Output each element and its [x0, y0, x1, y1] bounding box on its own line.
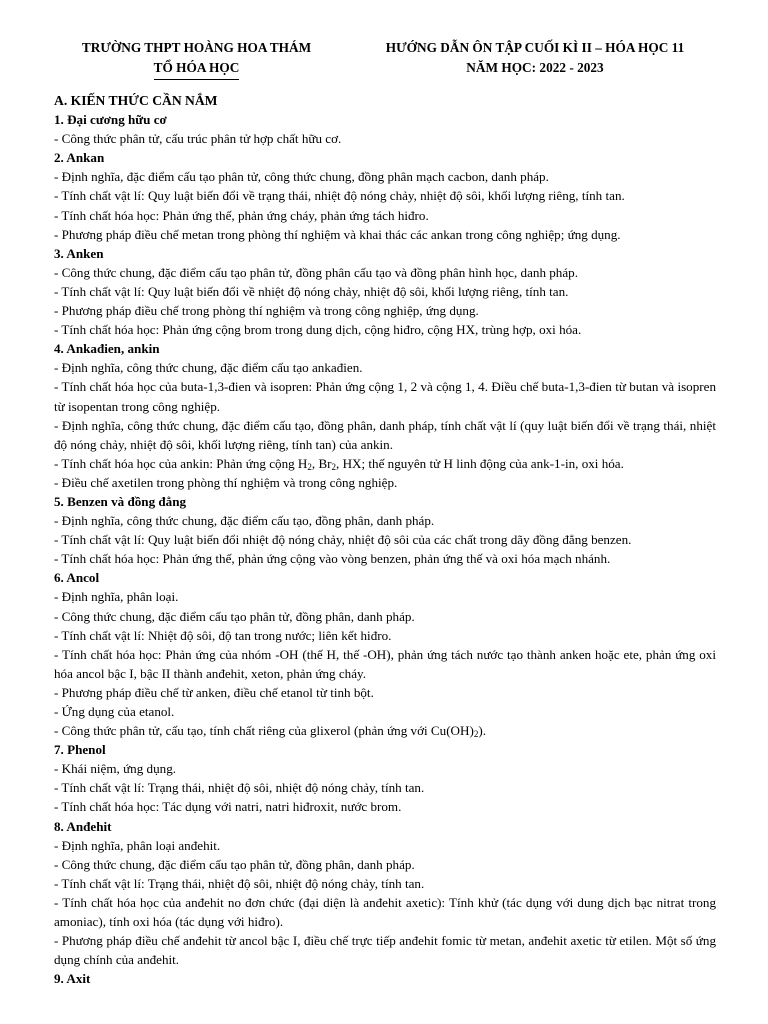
school-name: TRƯỜNG THPT HOÀNG HOA THÁM: [81, 40, 312, 55]
item-text: - Tính chất vật lí: Quy luật biến đổi về nhiệt độ nóng chảy, nhiệt độ sôi, khối lượng riêng, tính tan.: [54, 283, 569, 299]
topic-item: [54, 683, 716, 702]
topic-item: [54, 282, 716, 301]
subscript-text: 2: [473, 729, 479, 740]
topic-item: [54, 836, 716, 855]
header-left: [54, 38, 339, 80]
item-text: - Tính chất vật lí: Nhiệt độ sôi, độ tan trong nước; liên kết hiđro.: [54, 627, 392, 643]
document-body: [54, 91, 716, 988]
topic-item: [54, 129, 716, 148]
item-text: - Tính chất hóa học: Phản ứng của nhóm -OH (thế H, thế -OH), phản ứng tách nước tạo thành anken hoặc ete, phản ứng oxi hóa ancol bậc I, bậc II thành anđehit, xeton, phản ứng cháy.: [54, 646, 716, 681]
topic-item: [54, 186, 716, 205]
topic-item: [54, 626, 716, 645]
item-text: - Công thức chung, đặc điểm cấu tạo phân tử, đồng phân, danh pháp.: [54, 608, 415, 624]
item-text: - Công thức chung, đặc điểm cấu tạo phân tử, đồng phân, danh pháp.: [54, 856, 415, 872]
item-text: - Công thức phân tử, cấu trúc phân tử hợp chất hữu cơ.: [54, 131, 342, 147]
item-text: - Tính chất hóa học của buta-1,3-đien và isopren: Phản ứng cộng 1, 2 và cộng 1, 4. Điều chế buta-1,3-đien từ butan và isopren từ isopentan trong công nghiệp.: [54, 379, 716, 414]
topic-item: [54, 759, 716, 778]
topic-heading: 4. Ankađien, ankin: [54, 341, 160, 357]
item-text: - Định nghĩa, công thức chung, đặc điểm cấu tạo ankađien.: [54, 360, 363, 376]
topic-item: [54, 225, 716, 244]
topic-item: [54, 702, 716, 721]
document-header: [0, 38, 768, 88]
item-text: , HX; thế nguyên tử H linh động của ank-1-in, oxi hóa.: [336, 455, 624, 471]
topic-heading: 7. Phenol: [54, 742, 106, 758]
item-text: - Điều chế axetilen trong phòng thí nghiệm và trong công nghiệp.: [54, 474, 398, 490]
subscript-text: 2: [307, 461, 312, 472]
item-text: - Định nghĩa, phân loại.: [54, 589, 179, 605]
topic-heading: 9. Axit: [54, 971, 91, 987]
item-text: - Khái niệm, ứng dụng.: [54, 761, 177, 777]
topic-item: [54, 263, 716, 282]
topic-item: [54, 855, 716, 874]
topic-item: [54, 549, 716, 568]
topic-item: [54, 530, 716, 549]
topic-item: [54, 874, 716, 893]
item-text: - Định nghĩa, đặc điểm cấu tạo phân tử, công thức chung, đồng phân mạch cacbon, danh pháp.: [54, 169, 549, 185]
topic-item: [54, 377, 716, 415]
item-text: - Tính chất hóa học: Phản ứng cộng brom trong dung dịch, cộng hiđro, cộng HX, trùng hợp, oxi hóa.: [54, 322, 582, 338]
document-title: HƯỚNG DẪN ÔN TẬP CUỐI KÌ II – HÓA HỌC 11: [385, 40, 685, 55]
topic-item: [54, 721, 716, 740]
item-text: - Phương pháp điều chế trong phòng thí nghiệm và trong công nghiệp, ứng dụng.: [54, 303, 479, 319]
topic-heading: 5. Benzen và đồng đẳng: [54, 493, 187, 509]
item-text: - Công thức chung, đặc điểm cấu tạo phân tử, đồng phân cấu tạo và đồng phân hình học, danh pháp.: [54, 264, 578, 280]
topic-item: [54, 797, 716, 816]
topic-item: [54, 301, 716, 320]
topic-item: [54, 416, 716, 454]
item-text: - Tính chất hóa học: Tác dụng với natri, natri hiđroxit, nước brom.: [54, 799, 402, 815]
item-text: - Phương pháp điều chế metan trong phòng thí nghiệm và khai thác các ankan trong công nghiệp; ứng dụng.: [54, 226, 621, 242]
department-name: TỔ HÓA HỌC: [154, 58, 240, 80]
topic-item: [54, 320, 716, 339]
item-text: - Định nghĩa, công thức chung, đặc điểm cấu tạo, đồng phân, danh pháp, tính chất vật lí (quy luật biến đổi về trạng thái, nhiệt độ nóng chảy, nhiệt độ sôi, khối lượng riêng, tính tan) của ankin.: [54, 417, 716, 452]
school-year: NĂM HỌC: 2022 - 2023: [466, 60, 604, 75]
topic-item: [54, 931, 716, 969]
topic-item: [54, 454, 716, 473]
item-text: , Br: [311, 455, 332, 471]
item-text: ).: [478, 723, 486, 739]
header-right: [346, 38, 724, 78]
item-text: - Ứng dụng của etanol.: [54, 704, 175, 719]
topic-item: [54, 358, 716, 377]
item-text: - Tính chất vật lí: Trạng thái, nhiệt độ sôi, nhiệt độ nóng chảy, tính tan.: [54, 780, 425, 796]
item-text: - Tính chất vật lí: Quy luật biến đổi nhiệt độ nóng chảy, nhiệt độ sôi của các chất trong dãy đồng đẳng benzen.: [54, 532, 632, 548]
topic-item: [54, 607, 716, 626]
topic-item: [54, 511, 716, 530]
topic-heading: 1. Đại cương hữu cơ: [54, 112, 167, 128]
item-text: - Tính chất vật lí: Trạng thái, nhiệt độ sôi, nhiệt độ nóng chảy, tính tan.: [54, 875, 425, 891]
topic-item: [54, 206, 716, 225]
item-text: - Tính chất hóa học: Phản ứng thế, phản ứng cháy, phản ứng tách hiđro.: [54, 207, 429, 223]
item-text: - Tính chất hóa học: Phản ứng thế, phản ứng cộng vào vòng benzen, phản ứng thế và oxi hóa mạch nhánh.: [54, 551, 611, 567]
topic-item: [54, 645, 716, 683]
topic-heading: 3. Anken: [54, 245, 104, 261]
item-text: - Định nghĩa, công thức chung, đặc điểm cấu tạo, đồng phân, danh pháp.: [54, 513, 435, 529]
item-text: - Tính chất hóa học của anđehit no đơn chức (đại diện là anđehit axetic): Tính khử (tác dụng với dung dịch bạc nitrat trong amoniac), tính oxi hóa (tác dụng với hiđro).: [54, 894, 716, 930]
section-heading: A. KIẾN THỨC CẦN NẮM: [54, 93, 218, 108]
topic-item: [54, 893, 716, 931]
item-text: - Tính chất hóa học của ankin: Phản ứng cộng H: [54, 455, 308, 471]
topic-heading: 2. Ankan: [54, 150, 105, 166]
topic-item: [54, 587, 716, 606]
topic-heading: 6. Ancol: [54, 570, 100, 586]
topic-heading: 8. Anđehit: [54, 818, 112, 834]
item-text: - Tính chất vật lí: Quy luật biến đổi về trạng thái, nhiệt độ nóng chảy, nhiệt độ sôi, khối lượng riêng, tính tan.: [54, 188, 625, 204]
subscript-text: 2: [331, 461, 337, 472]
item-text: - Định nghĩa, phân loại anđehit.: [54, 837, 221, 853]
topic-item: [54, 473, 716, 492]
topic-item: [54, 167, 716, 186]
item-text: - Phương pháp điều chế từ anken, điều chế etanol từ tinh bột.: [54, 684, 374, 700]
item-text: - Công thức phân tử, cấu tạo, tính chất riêng của glixerol (phản ứng với Cu(OH): [54, 723, 474, 739]
item-text: - Phương pháp điều chế anđehit từ ancol bậc I, điều chế trực tiếp anđehit fomic từ metan, anđehit axetic từ etilen. Một số ứng dụng chính của anđehit.: [54, 933, 716, 968]
topic-item: [54, 778, 716, 797]
